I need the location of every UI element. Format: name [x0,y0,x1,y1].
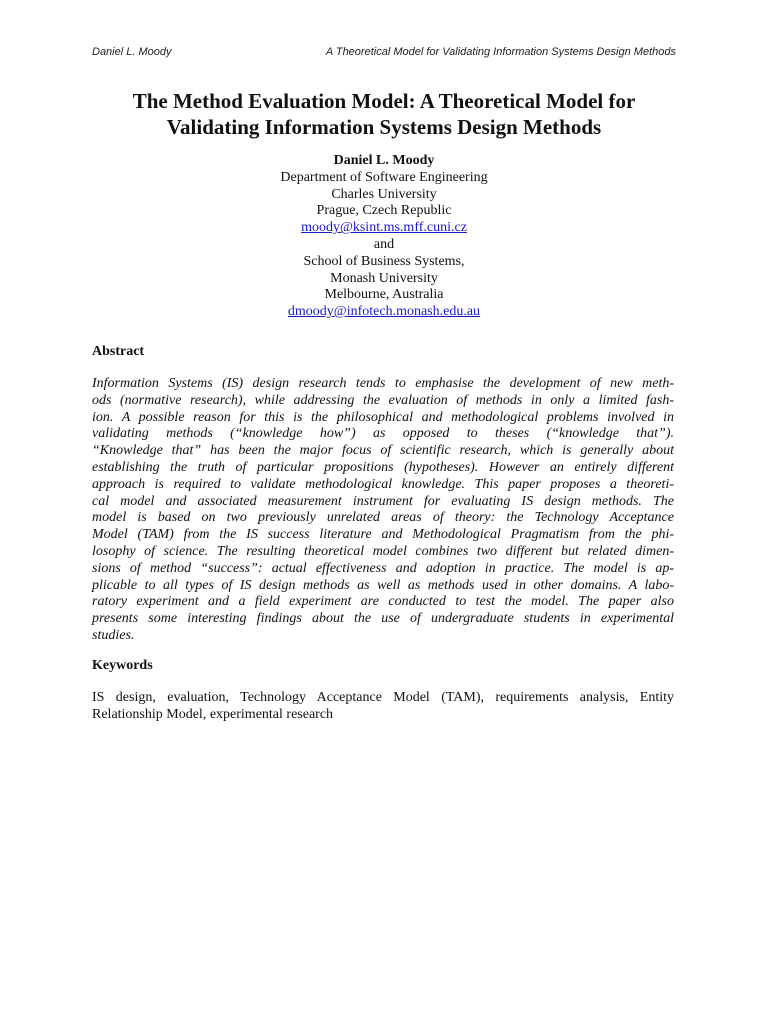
abstract-line: establishing the truth of particular propositions (hypotheses). However an entirely different [92,459,674,475]
affiliation-and: and [373,236,395,252]
running-header [92,46,676,58]
email-link-1[interactable]: moody@ksint.ms.mff.cuni.cz [301,220,467,236]
abstract-line: approach is required to validate methodological knowledge. This paper proposes a theoreti- [92,476,674,492]
abstract-line: cal model and associated measurement instrument for evaluating IS design methods. The [92,493,674,509]
keywords-line: Relationship Model, experimental research [92,706,334,722]
abstract-line: “Knowledge that” has been the major focus of scientific research, which is generally about [92,443,674,459]
affiliation-line: Prague, Czech Republic [316,203,452,219]
keywords-body [92,690,674,724]
affiliation-line: Monash University [330,270,438,286]
abstract-body [92,376,674,645]
email-link-2[interactable]: dmoody@infotech.monash.edu.au [287,304,481,320]
paper-title [80,88,688,140]
abstract-line: ion. A possible reason for this is the philosophical and methodological problems involved in [92,409,674,425]
author-block [92,153,676,321]
abstract-line: ods (normative research), while addressing the evaluation of methods in only a limited fash- [92,392,674,408]
affiliation-line: Charles University [331,186,437,202]
affiliation-line: Department of Software Engineering [280,169,488,185]
keywords-heading: Keywords [92,658,153,673]
abstract-line: presents some interesting findings about the use of undergraduate students in experimental [92,611,674,627]
abstract-line: Model (TAM) from the IS success literature and Methodological Pragmatism from the phi- [92,527,674,543]
abstract-heading: Abstract [92,344,145,359]
abstract-line: studies. [92,627,135,643]
affiliation-line: School of Business Systems, [303,253,465,269]
running-header-author: Daniel L. Moody [92,46,172,58]
author-name: Daniel L. Moody [333,153,435,168]
abstract-line: model is based on two previously unrelated areas of theory: the Technology Acceptance [92,510,674,526]
running-header-title: A Theoretical Model for Validating Information Systems Design Methods [325,46,676,58]
paper-title-line: Validating Information Systems Design Methods [166,115,602,139]
abstract-line: sions of method “success”: actual effectiveness and adoption in practice. The model is ap- [92,560,674,576]
keywords-line: IS design, evaluation, Technology Acceptance Model (TAM), requirements analysis, Entity [92,690,674,705]
abstract-line: plicable to all types of IS design methods as well as methods used in other domains. A labo- [92,577,674,593]
abstract-line: Information Systems (IS) design research tends to emphasise the development of new meth- [92,376,674,391]
affiliation-line: Melbourne, Australia [324,287,444,303]
abstract-line: ratory experiment and a field experiment are conducted to test the model. The paper also [92,594,674,610]
paper-title-line: The Method Evaluation Model: A Theoretical Model for [132,89,636,113]
abstract-line: losophy of science. The resulting theoretical model combines two different but related dimen- [92,543,674,559]
abstract-line: validating methods (“knowledge how”) as opposed to theses (“knowledge that”). [92,426,674,442]
